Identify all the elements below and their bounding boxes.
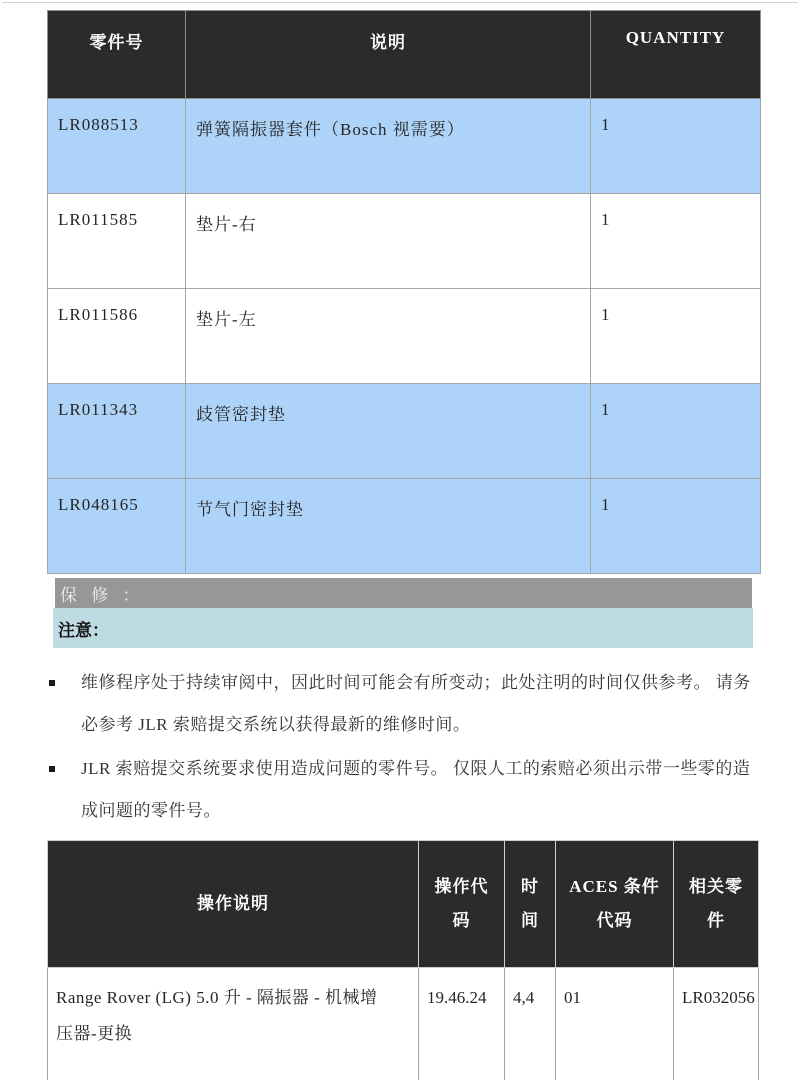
parts-header-description: 说明: [186, 11, 591, 99]
parts-table-row: [48, 194, 761, 289]
part-quantity-cell: 1: [591, 479, 761, 574]
aces-condition-code-cell: 01: [556, 968, 674, 1080]
part-description-cell: 歧管密封垫: [186, 384, 591, 479]
part-description-cell: 节气门密封垫: [186, 479, 591, 574]
part-number-cell: LR011585: [48, 194, 186, 289]
related-part-cell: LR032056: [674, 968, 759, 1080]
part-description-cell: 弹簧隔振器套件（Bosch 视需要）: [186, 99, 591, 194]
list-item: [47, 662, 752, 746]
notes-list: [47, 662, 752, 832]
parts-header-part-number: 零件号: [48, 11, 186, 99]
operations-table-header-row: [48, 841, 759, 968]
ops-header-aces-condition-code: ACES 条件代码: [556, 841, 674, 968]
operation-code-cell: 19.46.24: [419, 968, 505, 1080]
part-quantity-cell: 1: [591, 194, 761, 289]
parts-table-header-row: [48, 11, 761, 99]
operations-table-row: [48, 968, 759, 1080]
operation-description-text: Range Rover (LG) 5.0 升 - 隔振器 - 机械增压器-更换: [56, 988, 378, 1043]
warranty-section-bar: [55, 578, 752, 608]
part-description-cell: 垫片-右: [186, 194, 591, 289]
note-section-bar: [53, 608, 753, 648]
parts-table-row: [48, 479, 761, 574]
part-number-cell: LR011586: [48, 289, 186, 384]
bullet-square-icon: [49, 766, 55, 772]
operation-time-cell: 4,4: [505, 968, 556, 1080]
ops-header-operation-description: 操作说明: [48, 841, 419, 968]
list-item: [47, 748, 752, 832]
note-text: 维修程序处于持续审阅中，因此时间可能会有所变动；此处注明的时间仅供参考。 请务必参考 JLR 索赔提交系统以获得最新的维修时间。: [81, 673, 751, 734]
ops-header-operation-code: 操作代码: [419, 841, 505, 968]
part-quantity-cell: 1: [591, 289, 761, 384]
page-top-border: [2, 2, 798, 3]
parts-table-row: [48, 99, 761, 194]
parts-header-quantity: QUANTITY: [591, 11, 761, 99]
parts-table-row: [48, 289, 761, 384]
operations-table: [47, 840, 759, 1080]
part-number-cell: LR088513: [48, 99, 186, 194]
part-quantity-cell: 1: [591, 99, 761, 194]
part-description-cell: 垫片-左: [186, 289, 591, 384]
note-label: 注意：: [58, 620, 109, 640]
bullet-square-icon: [49, 680, 55, 686]
parts-table-row: [48, 384, 761, 479]
part-number-cell: LR011343: [48, 384, 186, 479]
ops-header-time: 时间: [505, 841, 556, 968]
warranty-label: 保 修 ：: [60, 585, 145, 605]
part-quantity-cell: 1: [591, 384, 761, 479]
ops-header-related-part: 相关零件: [674, 841, 759, 968]
parts-table: [47, 10, 761, 574]
operation-description-cell: [48, 968, 419, 1080]
part-number-cell: LR048165: [48, 479, 186, 574]
note-text: JLR 索赔提交系统要求使用造成问题的零件号。 仅限人工的索赔必须出示带一些零的造成问题的零件号。: [81, 759, 751, 820]
